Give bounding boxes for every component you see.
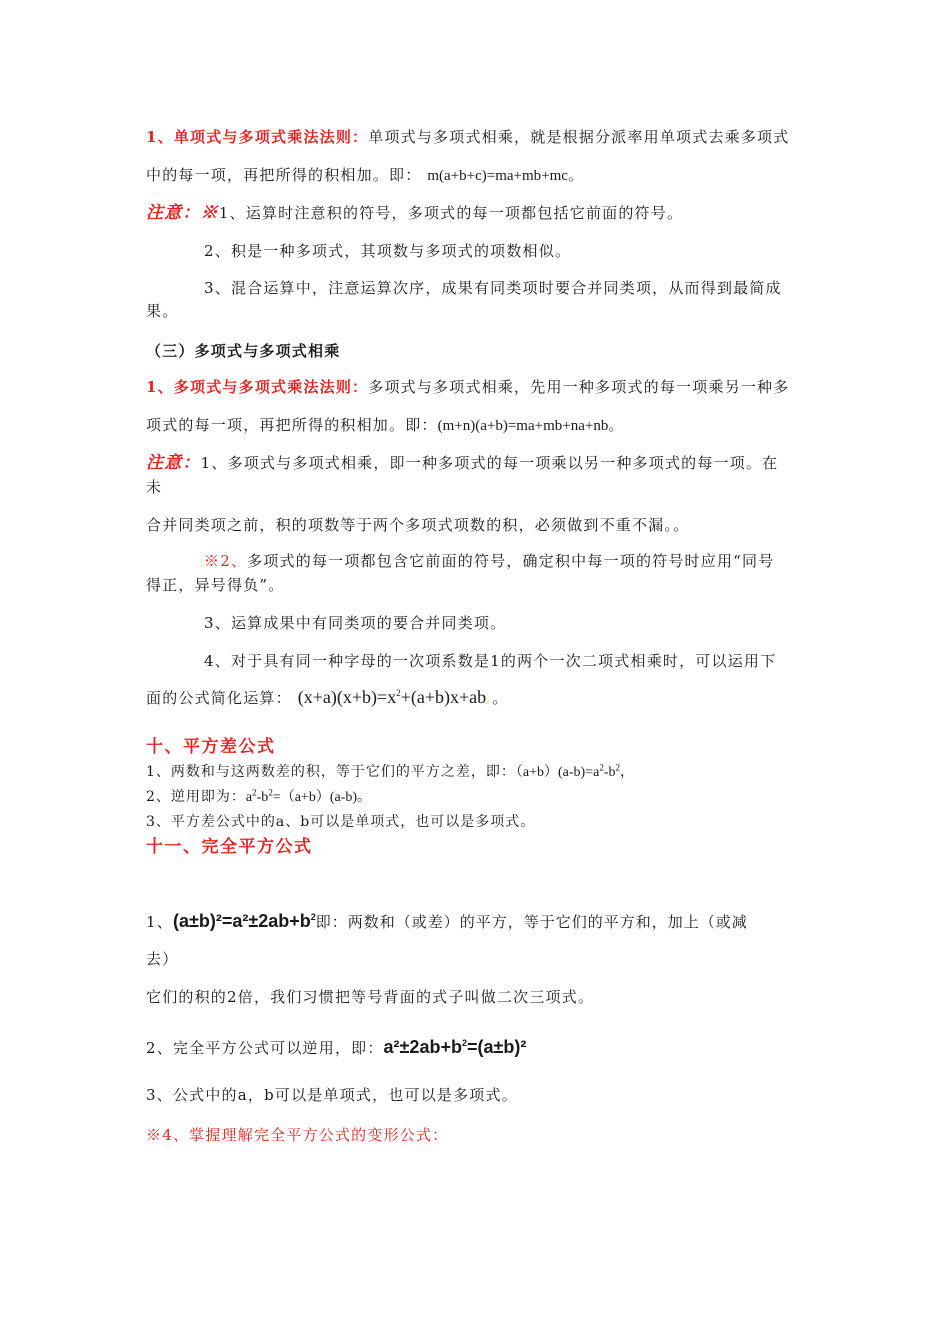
- rule-monomial-line-2: [146, 164, 810, 187]
- reference-mark-icon: ※2、: [204, 552, 248, 570]
- note-poly-line-4a: [204, 650, 810, 672]
- note-poly-line-2b: [146, 574, 810, 596]
- rule-poly-line-1: [146, 376, 810, 398]
- formula: $(a+b)(a-b)=a^2-b^2$: [515, 762, 620, 780]
- reference-mark-icon: ※: [200, 203, 219, 223]
- note-text: 3、混合运算中，注意运算次序，成果有同类项时要合并同类项，从而得到最简成: [204, 279, 782, 297]
- text: 3、平方差公式中的a、b可以是单项式，也可以是多项式。: [146, 814, 536, 830]
- text: 3、公式中的a，b可以是单项式，也可以是多项式。: [146, 1086, 518, 1104]
- note-poly-line-1c: [146, 514, 810, 536]
- rule-label: 1、单项式与多项式乘法法则：: [146, 128, 369, 146]
- note-line-3a: [204, 277, 810, 299]
- formula: (m+n)(a+b)=ma+mb+na+nb。: [437, 418, 624, 434]
- section-heading: 十一、完全平方公式: [146, 837, 313, 857]
- perfect-square-line-3: [146, 1084, 810, 1106]
- diff-squares-line-2: [146, 787, 810, 808]
- perfect-square-line-4: [146, 1124, 810, 1146]
- note-poly-line-1: [146, 452, 810, 474]
- rule-monomial-line-1: [146, 126, 810, 148]
- section-heading: 十、平方差公式: [146, 737, 276, 757]
- note-label: 注意：: [146, 453, 201, 473]
- note-text: 多项式的每一项都包含它前面的符号，确定积中每一项的符号时应用“同号: [247, 552, 775, 570]
- note-text: 合并同类项之前，积的项数等于两个多项式项数的积，必须做到不重不漏。。: [146, 516, 690, 534]
- note-poly-line-4b: [146, 686, 810, 712]
- list-number: 1、: [146, 913, 173, 931]
- note-text: 4、对于具有同一种字母的一次项系数是1的两个一次二项式相乘时，可以运用下: [204, 652, 777, 670]
- rule-text: 多项式与多项式相乘，先用一种多项式的每一项乘另一种多: [368, 378, 790, 396]
- note-line-1: [146, 202, 810, 224]
- note-text: 未: [146, 478, 163, 496]
- diff-squares-line-3: [146, 812, 810, 832]
- formula: $a^2-b^2=(a+b)(a-b)$。: [245, 787, 372, 805]
- perfect-square-line-1: [146, 910, 810, 933]
- formula: $(x+a)(x+b)=x^2+(a+b)x+ab$: [297, 687, 487, 707]
- formula: m(a+b+c)=ma+mb+mc。: [427, 168, 583, 184]
- diff-squares-line-1: [146, 762, 810, 783]
- note-poly-line-1b: [146, 476, 810, 498]
- formula: $a^2\pm 2ab+b^2=(a\pm b)^2$: [383, 1037, 527, 1057]
- formula: $(a\pm b)^2=a^2\pm 2ab+b^2$: [172, 911, 316, 931]
- punctuation: 。: [492, 689, 509, 707]
- section-heading: （三）多项式与多项式相乘: [146, 342, 341, 360]
- note-text: 2、积是一种多项式，其项数与多项式的项数相似。: [204, 242, 572, 260]
- note-text: 3、运算成果中有同类项的要合并同类项。: [204, 614, 507, 632]
- rule-text: 单项式与多项式相乘，就是根据分派率用单项式去乘多项式: [368, 128, 790, 146]
- mark-dot: 。: [486, 695, 493, 706]
- text: 去）: [146, 950, 179, 968]
- note-text: 果。: [146, 302, 179, 320]
- perfect-square-line-1b: [146, 948, 810, 970]
- perfect-square-line-2: [146, 1036, 810, 1059]
- text: ※4、掌握理解完全平方公式的变形公式：: [146, 1126, 449, 1144]
- rule-poly-line-2: [146, 414, 810, 437]
- note-text: 得正，异号得负”。: [146, 576, 285, 594]
- text: 2、完全平方公式可以逆用，即：: [146, 1039, 384, 1057]
- note-line-2: [204, 240, 810, 262]
- note-text: 1、运算时注意积的符号，多项式的每一项都包括它前面的符号。: [218, 204, 684, 222]
- text: 1、两数和与这两数差的积，等于它们的平方之差，即：: [146, 764, 516, 780]
- punctuation: ，: [620, 764, 635, 780]
- rule-text: 项式的每一项，再把所得的积相加。即：: [146, 416, 438, 434]
- note-text: 面的公式简化运算：: [146, 689, 292, 707]
- note-text: 1、多项式与多项式相乘，即一种多项式的每一项乘以另一种多项式的每一项。在: [200, 454, 779, 472]
- note-line-3b: [146, 300, 810, 322]
- text: 它们的积的2倍，我们习惯把等号背面的式子叫做二次三项式。: [146, 988, 595, 1006]
- note-poly-line-3: [204, 612, 810, 634]
- perfect-square-line-1c: [146, 986, 810, 1008]
- text: 2、逆用即为：: [146, 789, 246, 805]
- rule-label: 1、多项式与多项式乘法法则：: [146, 378, 369, 396]
- text: 即：两数和（或差）的平方，等于它们的平方和，加上（或减: [315, 913, 748, 931]
- note-label: 注意：: [146, 203, 201, 223]
- note-poly-line-2a: [204, 550, 810, 572]
- rule-text: 中的每一项，再把所得的积相加。即：: [146, 166, 422, 184]
